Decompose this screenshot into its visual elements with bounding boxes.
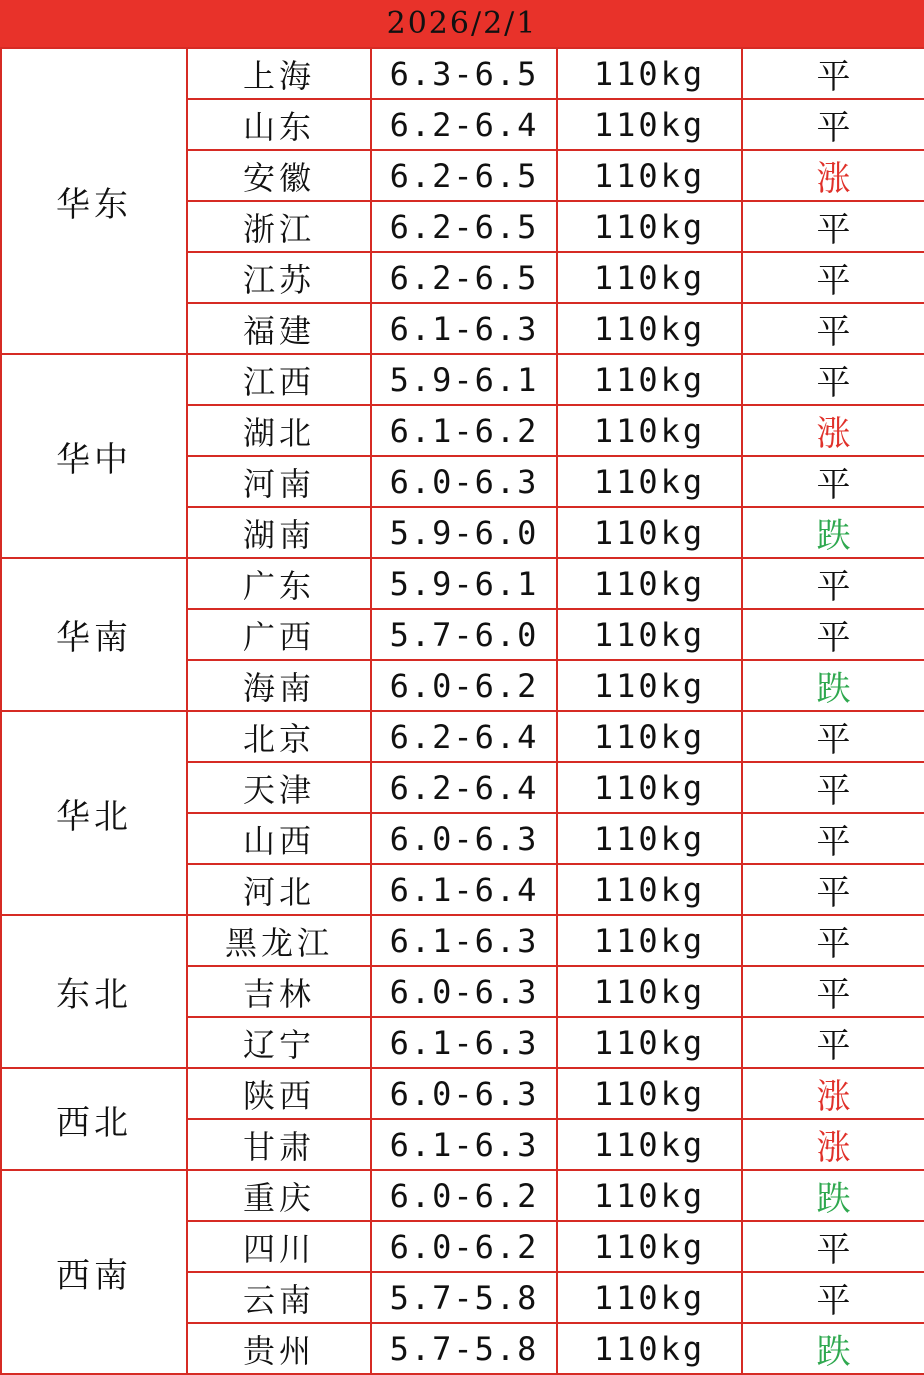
price-table-body — [1, 48, 924, 1374]
province-cell: 山东 — [187, 99, 371, 150]
province-cell: 重庆 — [187, 1170, 371, 1221]
weight-cell: 110kg — [557, 1017, 742, 1068]
price-range-cell: 6.3-6.5 — [371, 48, 557, 99]
price-range-cell: 5.7-6.0 — [371, 609, 557, 660]
weight-cell: 110kg — [557, 864, 742, 915]
trend-cell: 平 — [742, 711, 924, 762]
province-cell: 广东 — [187, 558, 371, 609]
trend-cell: 平 — [742, 558, 924, 609]
weight-cell: 110kg — [557, 966, 742, 1017]
date-header — [0, 0, 924, 47]
weight-cell: 110kg — [557, 813, 742, 864]
trend-cell: 涨 — [742, 1068, 924, 1119]
weight-cell: 110kg — [557, 303, 742, 354]
price-range-cell: 6.2-6.5 — [371, 150, 557, 201]
province-cell: 辽宁 — [187, 1017, 371, 1068]
province-cell: 江西 — [187, 354, 371, 405]
region-name-cell: 东北 — [1, 915, 187, 1068]
price-range-cell: 6.2-6.5 — [371, 201, 557, 252]
trend-cell: 平 — [742, 813, 924, 864]
region-name-cell: 华北 — [1, 711, 187, 915]
trend-cell: 涨 — [742, 405, 924, 456]
table-row — [1, 558, 924, 609]
province-cell: 海南 — [187, 660, 371, 711]
table-row — [1, 1170, 924, 1221]
province-cell: 安徽 — [187, 150, 371, 201]
table-row — [1, 48, 924, 99]
trend-cell: 跌 — [742, 1323, 924, 1374]
price-range-cell: 6.0-6.3 — [371, 456, 557, 507]
trend-cell: 平 — [742, 915, 924, 966]
trend-cell: 平 — [742, 354, 924, 405]
price-range-cell: 6.1-6.3 — [371, 915, 557, 966]
price-range-cell: 6.1-6.2 — [371, 405, 557, 456]
province-cell: 河南 — [187, 456, 371, 507]
table-row — [1, 1068, 924, 1119]
province-cell: 黑龙江 — [187, 915, 371, 966]
weight-cell: 110kg — [557, 1170, 742, 1221]
price-range-cell: 6.2-6.4 — [371, 99, 557, 150]
province-cell: 广西 — [187, 609, 371, 660]
weight-cell: 110kg — [557, 1272, 742, 1323]
trend-cell: 平 — [742, 252, 924, 303]
weight-cell: 110kg — [557, 1068, 742, 1119]
price-range-cell: 6.0-6.2 — [371, 1221, 557, 1272]
price-range-cell: 6.2-6.4 — [371, 762, 557, 813]
trend-cell: 平 — [742, 1221, 924, 1272]
province-cell: 天津 — [187, 762, 371, 813]
province-cell: 云南 — [187, 1272, 371, 1323]
price-range-cell: 6.1-6.3 — [371, 303, 557, 354]
price-range-cell: 6.2-6.4 — [371, 711, 557, 762]
trend-cell: 平 — [742, 303, 924, 354]
weight-cell: 110kg — [557, 507, 742, 558]
trend-cell: 平 — [742, 966, 924, 1017]
province-cell: 陕西 — [187, 1068, 371, 1119]
price-table — [0, 47, 924, 1375]
price-range-cell: 6.1-6.3 — [371, 1017, 557, 1068]
trend-cell: 涨 — [742, 1119, 924, 1170]
weight-cell: 110kg — [557, 762, 742, 813]
region-name-cell: 华东 — [1, 48, 187, 354]
price-range-cell: 6.0-6.3 — [371, 966, 557, 1017]
province-cell: 北京 — [187, 711, 371, 762]
weight-cell: 110kg — [557, 1119, 742, 1170]
province-cell: 江苏 — [187, 252, 371, 303]
trend-cell: 平 — [742, 609, 924, 660]
province-cell: 吉林 — [187, 966, 371, 1017]
price-range-cell: 6.1-6.3 — [371, 1119, 557, 1170]
trend-cell: 平 — [742, 456, 924, 507]
price-range-cell: 6.0-6.2 — [371, 1170, 557, 1221]
weight-cell: 110kg — [557, 201, 742, 252]
region-name-cell: 西南 — [1, 1170, 187, 1374]
region-name-cell: 华中 — [1, 354, 187, 558]
trend-cell: 平 — [742, 864, 924, 915]
province-cell: 湖南 — [187, 507, 371, 558]
weight-cell: 110kg — [557, 660, 742, 711]
province-cell: 河北 — [187, 864, 371, 915]
region-name-cell: 西北 — [1, 1068, 187, 1170]
weight-cell: 110kg — [557, 609, 742, 660]
table-row — [1, 711, 924, 762]
weight-cell: 110kg — [557, 1323, 742, 1374]
trend-cell: 平 — [742, 201, 924, 252]
price-range-cell: 6.2-6.5 — [371, 252, 557, 303]
province-cell: 上海 — [187, 48, 371, 99]
province-cell: 湖北 — [187, 405, 371, 456]
province-cell: 贵州 — [187, 1323, 371, 1374]
price-range-cell: 6.0-6.3 — [371, 813, 557, 864]
date-title: 2026/2/1 — [386, 6, 538, 41]
trend-cell: 跌 — [742, 507, 924, 558]
table-row — [1, 915, 924, 966]
trend-cell: 平 — [742, 99, 924, 150]
trend-cell: 平 — [742, 1272, 924, 1323]
price-range-cell: 6.1-6.4 — [371, 864, 557, 915]
province-cell: 四川 — [187, 1221, 371, 1272]
province-cell: 甘肃 — [187, 1119, 371, 1170]
trend-cell: 平 — [742, 762, 924, 813]
weight-cell: 110kg — [557, 1221, 742, 1272]
table-row — [1, 354, 924, 405]
price-range-cell: 6.0-6.2 — [371, 660, 557, 711]
price-range-cell: 5.9-6.0 — [371, 507, 557, 558]
province-cell: 福建 — [187, 303, 371, 354]
region-name-cell: 华南 — [1, 558, 187, 711]
trend-cell: 平 — [742, 48, 924, 99]
weight-cell: 110kg — [557, 915, 742, 966]
weight-cell: 110kg — [557, 405, 742, 456]
weight-cell: 110kg — [557, 711, 742, 762]
trend-cell: 平 — [742, 1017, 924, 1068]
price-range-cell: 5.7-5.8 — [371, 1272, 557, 1323]
weight-cell: 110kg — [557, 99, 742, 150]
weight-cell: 110kg — [557, 252, 742, 303]
price-range-cell: 5.9-6.1 — [371, 354, 557, 405]
trend-cell: 涨 — [742, 150, 924, 201]
trend-cell: 跌 — [742, 660, 924, 711]
province-cell: 浙江 — [187, 201, 371, 252]
weight-cell: 110kg — [557, 456, 742, 507]
price-range-cell: 5.9-6.1 — [371, 558, 557, 609]
price-range-cell: 6.0-6.3 — [371, 1068, 557, 1119]
province-cell: 山西 — [187, 813, 371, 864]
weight-cell: 110kg — [557, 354, 742, 405]
weight-cell: 110kg — [557, 48, 742, 99]
price-range-cell: 5.7-5.8 — [371, 1323, 557, 1374]
weight-cell: 110kg — [557, 558, 742, 609]
weight-cell: 110kg — [557, 150, 742, 201]
trend-cell: 跌 — [742, 1170, 924, 1221]
